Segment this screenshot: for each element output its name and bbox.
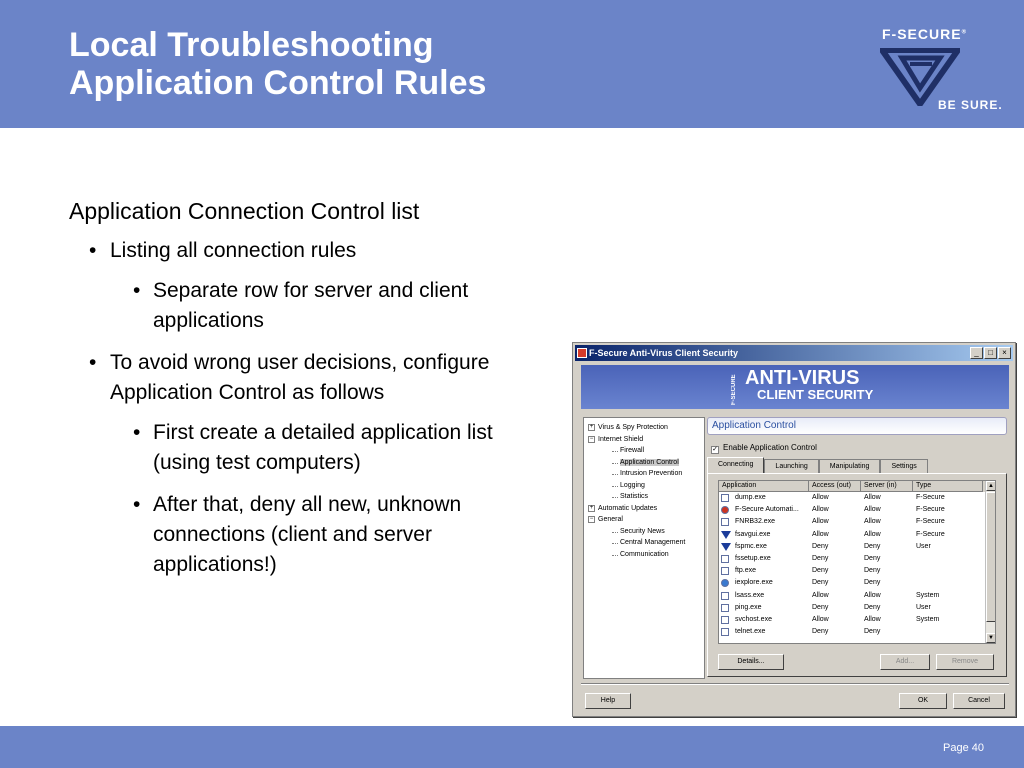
tree-item-general[interactable]: − General bbox=[589, 516, 623, 523]
table-row[interactable] bbox=[719, 590, 995, 602]
access-out-cell: Allow bbox=[812, 530, 829, 538]
file-icon bbox=[721, 604, 729, 612]
table-row[interactable] bbox=[719, 516, 995, 528]
fsecure-icon bbox=[721, 506, 729, 514]
tree-item-virus-spy-protection[interactable]: + Virus & Spy Protection bbox=[589, 424, 668, 431]
tab-manipulating[interactable]: Manipulating bbox=[819, 459, 881, 473]
tree-item-automatic-updates[interactable]: + Automatic Updates bbox=[589, 504, 658, 512]
close-button[interactable]: × bbox=[998, 347, 1011, 359]
server-in-cell: Deny bbox=[864, 603, 881, 611]
server-in-cell: Allow bbox=[864, 530, 881, 538]
tree-item-security-news[interactable]: Security News bbox=[586, 526, 702, 538]
type-cell bbox=[913, 626, 983, 638]
column-header-access-out[interactable]: Access (out) bbox=[809, 481, 861, 492]
title-line-2: Application Control Rules bbox=[69, 64, 487, 102]
collapse-icon[interactable]: − bbox=[589, 516, 594, 522]
column-header-server-in[interactable]: Server (in) bbox=[861, 481, 913, 492]
server-in-cell: Deny bbox=[864, 628, 881, 636]
application-cell: ping.exe bbox=[719, 602, 809, 614]
f-secure-logo bbox=[872, 20, 1012, 120]
slide-title bbox=[69, 26, 486, 102]
server-in-cell: Deny bbox=[864, 542, 881, 550]
type-cell: System bbox=[916, 591, 940, 599]
details-button[interactable]: Details... bbox=[718, 654, 784, 670]
bullet-item: • To avoid wrong user decisions, configure Application Control as follows • First create a detailed application list (using test computers) • After that, deny all new, unknown connections (client and server applications!) bbox=[87, 348, 539, 580]
application-cell: fsavgui.exe bbox=[719, 529, 809, 541]
application-cell: lsass.exe bbox=[719, 590, 809, 602]
sub-bullet-item: • Separate row for server and client applications bbox=[131, 276, 539, 336]
server-in-cell: Allow bbox=[864, 506, 881, 514]
type-cell: System bbox=[916, 615, 940, 623]
ie-icon bbox=[721, 579, 729, 587]
table-row[interactable] bbox=[719, 553, 995, 565]
tab-connecting[interactable]: Connecting bbox=[707, 457, 764, 473]
application-control-panel bbox=[707, 417, 1009, 679]
server-in-cell: Allow bbox=[864, 591, 881, 599]
column-header-type[interactable]: Type bbox=[913, 481, 983, 492]
banner-vertical-brand: F-SECURE bbox=[731, 374, 737, 405]
panel-title: Application Control bbox=[707, 417, 1007, 435]
table-row[interactable] bbox=[719, 529, 995, 541]
file-icon bbox=[721, 567, 729, 575]
server-in-cell: Allow bbox=[864, 494, 881, 501]
list-scrollbar[interactable] bbox=[985, 481, 995, 643]
bullet-list bbox=[87, 236, 539, 580]
cancel-button[interactable]: Cancel bbox=[953, 693, 1005, 709]
application-cell: dump.exe bbox=[719, 492, 809, 504]
application-cell: fspmc.exe bbox=[719, 541, 809, 553]
server-in-cell: Deny bbox=[864, 554, 881, 562]
type-cell bbox=[913, 565, 983, 577]
type-cell: User bbox=[916, 542, 931, 550]
access-out-cell: Allow bbox=[812, 506, 829, 514]
access-out-cell: Allow bbox=[812, 518, 829, 526]
enable-application-control-checkbox[interactable]: ✓ Enable Application Control bbox=[712, 443, 817, 453]
table-row[interactable] bbox=[719, 614, 995, 626]
type-cell: F-Secure bbox=[916, 530, 945, 538]
window-titlebar bbox=[575, 345, 1013, 361]
access-out-cell: Allow bbox=[812, 494, 829, 501]
application-cell: fssetup.exe bbox=[719, 553, 809, 565]
settings-tree bbox=[583, 417, 705, 679]
server-in-cell: Allow bbox=[864, 615, 881, 623]
tree-item-firewall[interactable]: Firewall bbox=[586, 445, 702, 457]
tab-bar bbox=[707, 459, 928, 473]
minimize-button[interactable]: _ bbox=[970, 347, 983, 359]
application-cell: iexplore.exe bbox=[719, 577, 809, 589]
slide-content bbox=[69, 196, 539, 592]
type-cell bbox=[913, 577, 983, 589]
sub-bullet-list bbox=[131, 276, 539, 336]
scroll-thumb[interactable] bbox=[986, 492, 996, 622]
access-out-cell: Deny bbox=[812, 603, 829, 611]
help-button[interactable]: Help bbox=[585, 693, 631, 709]
type-cell: User bbox=[916, 603, 931, 611]
title-line-1: Local Troubleshooting bbox=[69, 26, 434, 64]
table-row[interactable] bbox=[719, 626, 995, 638]
page-number: Page 40 bbox=[943, 742, 984, 754]
logo-tagline: BE SURE. bbox=[938, 98, 1003, 112]
slide-header bbox=[0, 0, 1024, 128]
subheading: Application Connection Control list bbox=[69, 198, 420, 224]
sub-bullet-item: • After that, deny all new, unknown connections (client and server applications!) bbox=[131, 490, 539, 580]
server-in-cell: Deny bbox=[864, 567, 881, 575]
collapse-icon[interactable]: − bbox=[589, 435, 594, 442]
product-banner bbox=[581, 365, 1009, 409]
application-cell: F-Secure Automati... bbox=[719, 504, 809, 516]
type-cell bbox=[913, 553, 983, 565]
server-in-cell: Deny bbox=[864, 579, 881, 587]
table-row[interactable] bbox=[719, 492, 995, 504]
table-row[interactable] bbox=[719, 504, 995, 516]
bottom-divider bbox=[581, 683, 1009, 685]
tree-item-application-control[interactable]: Application Control bbox=[586, 457, 702, 469]
expand-icon[interactable]: + bbox=[589, 424, 594, 430]
tree-item-communication[interactable]: Communication bbox=[586, 549, 702, 561]
tree-item-logging[interactable]: Logging bbox=[586, 480, 702, 492]
table-row[interactable] bbox=[719, 541, 995, 553]
type-cell: F-Secure bbox=[916, 518, 945, 526]
scroll-down-icon[interactable]: ▼ bbox=[986, 633, 996, 643]
scroll-up-icon[interactable]: ▲ bbox=[986, 481, 996, 491]
access-out-cell: Deny bbox=[812, 567, 829, 575]
checkbox-checked-icon[interactable]: ✓ bbox=[712, 446, 718, 453]
logo-wordmark: F-SECURE® bbox=[882, 26, 967, 42]
banner-subtitle: CLIENT SECURITY bbox=[757, 387, 874, 402]
access-out-cell: Deny bbox=[812, 628, 829, 636]
tab-settings[interactable]: Settings bbox=[880, 459, 927, 473]
type-cell: F-Secure bbox=[916, 506, 945, 514]
expand-icon[interactable]: + bbox=[589, 504, 594, 511]
connecting-tab-page bbox=[707, 473, 1007, 677]
app-icon bbox=[577, 348, 587, 358]
sub-bullet-item: • First create a detailed application list (using test computers) bbox=[131, 418, 539, 478]
tree-item-central-management[interactable]: Central Management bbox=[586, 537, 702, 549]
file-icon bbox=[721, 628, 729, 636]
list-header bbox=[719, 481, 995, 492]
maximize-button[interactable]: □ bbox=[984, 347, 997, 359]
table-row[interactable] bbox=[719, 577, 995, 589]
tree-item-statistics[interactable]: Statistics bbox=[586, 491, 702, 503]
table-row[interactable] bbox=[719, 602, 995, 614]
remove-button[interactable]: Remove bbox=[936, 654, 994, 670]
add-button[interactable]: Add... bbox=[880, 654, 930, 670]
bullet-item: • Listing all connection rules • Separate row for server and client applications bbox=[87, 236, 539, 336]
window-title: F-Secure Anti-Virus Client Security bbox=[589, 348, 739, 358]
tree-item-internet-shield[interactable]: − Internet Shield bbox=[589, 435, 644, 443]
application-list bbox=[718, 480, 996, 644]
slide-footer bbox=[0, 726, 1024, 768]
access-out-cell: Allow bbox=[812, 591, 829, 599]
banner-title: ANTI-VIRUS bbox=[745, 367, 860, 389]
ok-button[interactable]: OK bbox=[899, 693, 947, 709]
file-icon bbox=[721, 555, 729, 563]
access-out-cell: Deny bbox=[812, 579, 829, 587]
table-row[interactable] bbox=[719, 565, 995, 577]
file-icon bbox=[721, 494, 729, 502]
server-in-cell: Allow bbox=[864, 518, 881, 526]
tree-item-intrusion-prevention[interactable]: Intrusion Prevention bbox=[586, 468, 702, 480]
tab-launching[interactable]: Launching bbox=[764, 459, 818, 473]
sub-bullet-list bbox=[131, 418, 539, 580]
access-out-cell: Deny bbox=[812, 542, 829, 550]
column-header-application[interactable]: Application bbox=[719, 481, 809, 492]
file-icon bbox=[721, 518, 729, 526]
type-cell: F-Secure bbox=[916, 494, 945, 501]
file-icon bbox=[721, 592, 729, 600]
application-cell: FNRB32.exe bbox=[719, 516, 809, 528]
shield-v-icon bbox=[721, 543, 731, 551]
application-cell: telnet.exe bbox=[719, 626, 809, 638]
access-out-cell: Allow bbox=[812, 615, 829, 623]
application-cell: ftp.exe bbox=[719, 565, 809, 577]
app-window-screenshot bbox=[572, 342, 1016, 717]
shield-v-icon bbox=[721, 531, 731, 539]
application-cell: svchost.exe bbox=[719, 614, 809, 626]
access-out-cell: Deny bbox=[812, 554, 829, 562]
file-icon bbox=[721, 616, 729, 624]
